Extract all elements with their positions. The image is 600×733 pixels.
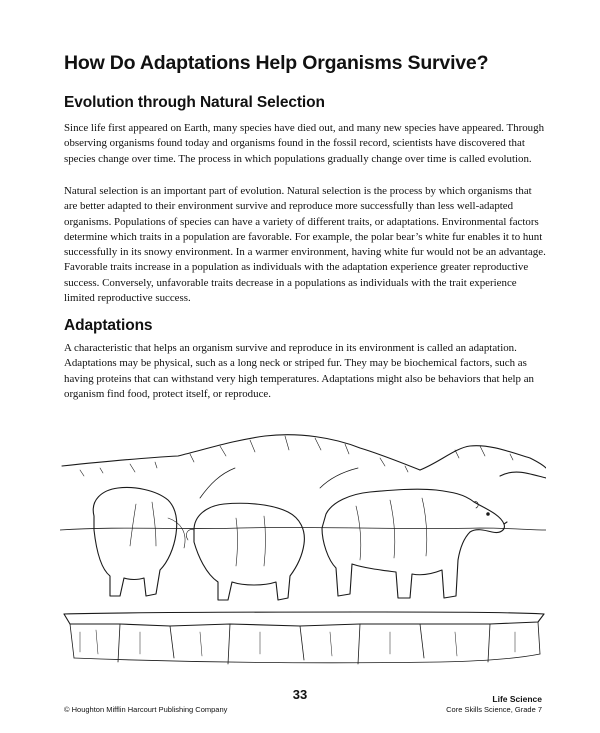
polar-bear-cub-middle — [186, 503, 304, 600]
polar-bears-illustration — [60, 418, 546, 688]
paragraph-natural-selection: Natural selection is an important part of evolution. Natural selection is the process by which organisms that are better adapted to their environment survive and reproduce more successfully than less well-adapted organisms. Populations of species can have a variety of different traits, or adaptations. Environmental factors determine which traits in a population are favorable. For example, the polar bear’s white fur enables it to hunt successfully in its snowy environment. In a warmer environment, having white fur would not be an advantage. Favorable traits increase in a population as individuals with the adaptation experience greater reproductive success. Conversely, unfavorable traits decrease in a populations as individuals with the trait experience limited reproductive success. — [64, 185, 546, 305]
footer-subject: Life Science — [492, 694, 542, 704]
section-heading-evolution: Evolution through Natural Selection — [64, 94, 325, 111]
paragraph-adaptations: A characteristic that helps an organism survive and reproduce in its environment is called an adaptation. Adaptations may be physical, such as a long neck or striped fur. They may be biochemical factors, such as having proteins that can withstand very high temperatures. Adaptations might also be behaviors that help an organism find food, protect itself, or reproduce. — [64, 342, 534, 400]
polar-bear-cub-left — [93, 488, 185, 597]
polar-bear-adult — [322, 489, 507, 598]
copyright-notice: © Houghton Mifflin Harcourt Publishing Company — [64, 705, 228, 714]
paragraph-evolution-intro: Since life first appeared on Earth, many species have died out, and many new species have appeared. Through observing organisms found today and organisms found in the fossil record, scientists have discovered that species change over time. The process in which populations gradually change over time is called evolution. — [64, 122, 545, 165]
section-heading-adaptations: Adaptations — [64, 317, 153, 334]
footer-series: Core Skills Science, Grade 7 — [446, 705, 542, 714]
ice-floe — [64, 612, 544, 664]
page-title: How Do Adaptations Help Organisms Survive? — [64, 52, 489, 74]
page-number: 33 — [292, 687, 308, 702]
ice-hills — [62, 435, 546, 498]
